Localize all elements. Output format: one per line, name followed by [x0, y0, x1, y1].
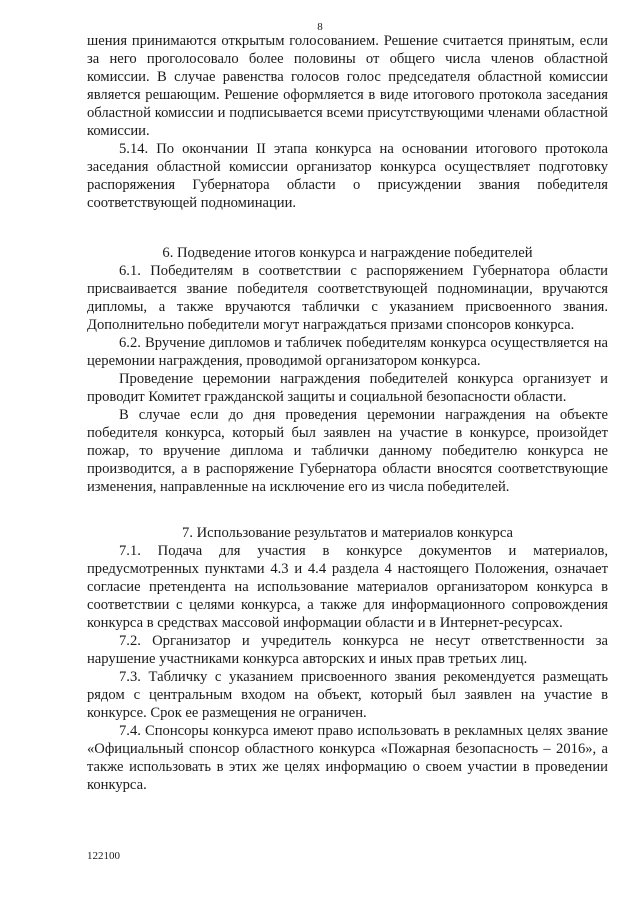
paragraph-7-4: 7.4. Спонсоры конкурса имеют право использовать в рекламных целях звание «Официальный спонсор областного конкурса «Пожарная безопасность – 2016», а также использовать в этих же целях информацию о своем участии в проведении конкурса. — [87, 723, 608, 793]
page-number: 8 — [317, 21, 323, 33]
document-body — [87, 32, 608, 794]
paragraph-fire-exclusion: В случае если до дня проведения церемонии награждения на объекте победителя конкурса, который был заявлен на участие в конкурсе, произойдет пожар, то вручение диплома и таблички данному победителю конкурса не производится, а в распоряжение Губернатора области вносятся соответствующие изменения, направленные на исключение его из числа победителей. — [87, 407, 608, 495]
paragraph-7-2: 7.2. Организатор и учредитель конкурса не несут ответственности за нарушение участниками конкурса авторских и иных прав третьих лиц. — [87, 633, 608, 667]
paragraph-6-2: 6.2. Вручение дипломов и табличек победителям конкурса осуществляется на церемонии награждения, проводимой организатором конкурса. — [87, 335, 608, 369]
section-heading-6: 6. Подведение итогов конкурса и награждение победителей — [162, 245, 533, 261]
paragraph-ceremony-organizer: Проведение церемонии награждения победителей конкурса организует и проводит Комитет гражданской защиты и социальной безопасности области. — [87, 371, 608, 405]
document-code: 122100 — [87, 850, 120, 862]
paragraph-vote-decision: шения принимаются открытым голосованием. Решение считается принятым, если за него проголосовало более половины от общего числа членов областной комиссии. В случае равенства голосов голос председателя областной комиссии является решающим. Решение оформляется в виде итогового протокола заседания областной комиссии и подписывается всеми присутствующими членами областной комиссии. — [87, 33, 608, 139]
paragraph-7-1: 7.1. Подача для участия в конкурсе документов и материалов, предусмотренных пунктами 4.3 и 4.4 раздела 4 настоящего Положения, означает согласие претендента на использование материалов организатором конкурса в соответствии с целями конкурса, а также для информационного сопровождения конкурса в средствах массовой информации области и в Интернет-ресурсах. — [87, 543, 608, 631]
paragraph-7-3: 7.3. Табличку с указанием присвоенного звания рекомендуется размещать рядом с центральным входом на объект, который был заявлен на участие в конкурсе. Срок ее размещения не ограничен. — [87, 669, 608, 721]
paragraph-5-14: 5.14. По окончании II этапа конкурса на основании итогового протокола заседания областной комиссии организатор конкурса осуществляет подготовку распоряжения Губернатора области о присуждении звания победителя соответствующей подноминации. — [87, 141, 608, 211]
paragraph-6-1: 6.1. Победителям в соответствии с распоряжением Губернатора области присваивается звание победителя соответствующей подноминации, вручаются дипломы, а также вручаются таблички с указанием присвоенного звания. Дополнительно победители могут награждаться призами спонсоров конкурса. — [87, 263, 608, 333]
section-heading-7: 7. Использование результатов и материалов конкурса — [182, 525, 513, 541]
